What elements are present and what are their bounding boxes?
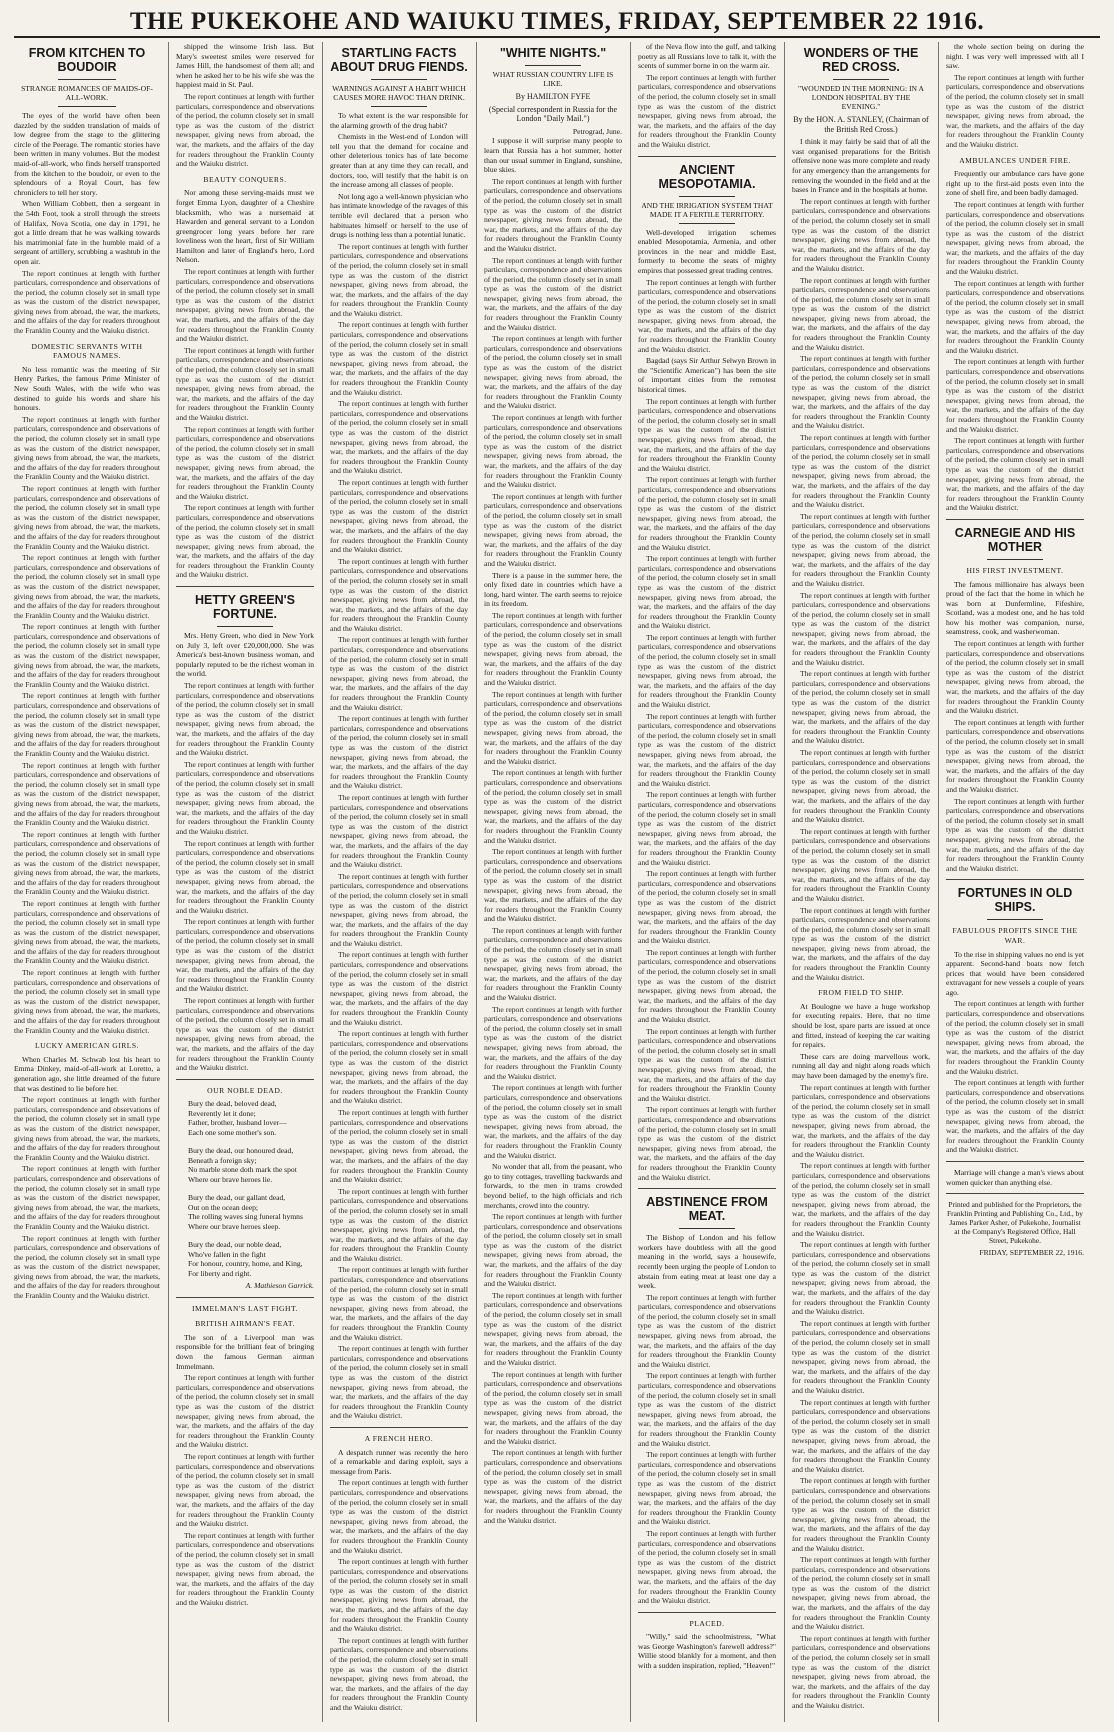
poem-our-noble-dead — [188, 1099, 314, 1278]
divider — [638, 1612, 776, 1613]
article-paragraph: Nor among these serving-maids must we forget Emma Lyon, daughter of a Cheshire blacksmith, who was a nursemaid at Hawarden and general servant to a London greengrocer long years before her rare loveliness won the heart, first of Sir William Hamilton and later of England's hero, Lord Nelson. — [176, 188, 314, 265]
article-paragraph: The report continues at length with further particulars, correspondence and observations of the period, the column closely set in small type as was the custom of the district newspaper, giving news from abroad, the war, the markets, and the affairs of the day for readers throughout the Franklin County and the Waiuku district. — [330, 399, 468, 476]
article-paragraph: The report continues at length with further particulars, correspondence and observations of the period, the column closely set in small type as was the custom of the district newspaper, giving news from abroad, the war, the markets, and the affairs of the day for readers throughout the Franklin County and the Waiuku district. — [792, 1476, 930, 1553]
article-paragraph: The report continues at length with further particulars, correspondence and observations of the period, the column closely set in small type as was the custom of the district newspaper, giving news from abroad, the war, the markets, and the affairs of the day for readers throughout the Franklin County and the Waiuku district. — [792, 196, 930, 273]
article-paragraph: The report continues at length with further particulars, correspondence and observations of the period, the column closely set in small type as was the custom of the district newspaper, giving news from abroad, the war, the markets, and the affairs of the day for readers throughout the Franklin County and the Waiuku district. — [638, 632, 776, 710]
divider — [679, 1228, 734, 1229]
article-paragraph: No wonder that all, from the peasant, who go to tiny cottages, travelling backwards and forwards, to the men in trams crowded beyond belief, to the high officials and rich merchants, crowd into the country. — [484, 1162, 622, 1210]
article-paragraph: At Boulogne we have a huge workshop for executing repairs. Here, that no time should be lost, spare parts are issued at once and fitted, instead of keeping the car waiting for repairs. — [792, 1001, 930, 1050]
article-paragraph: Not long ago a well-known physician who has intimate knowledge of the ravages of this terrible evil declared that a person who habituates himself or herself to the use of drugs is nothing less than a potential lunatic. — [330, 191, 468, 240]
divider — [176, 586, 314, 587]
article-paragraph: The report continues at length with further particulars, correspondence and observations of the period, the column closely set in small type as was the custom of the district newspaper, giving news from abroad, the war, the markets, and the affairs of the day for readers throughout the Franklin County and the Waiuku district. — [330, 241, 468, 318]
column-4 — [476, 42, 622, 1722]
article-paragraph: The report continues at length with further particulars, correspondence and observations of the period, the column closely set in small type as was the custom of the district newspaper, giving news from abroad, the war, the markets, and the affairs of the day for readers throughout the Franklin County and the Waiuku district. — [484, 334, 622, 411]
deck-strange-romances: STRANGE ROMANCES OF MAIDS-OF-ALL-WORK. — [21, 84, 153, 102]
newspaper-columns — [14, 42, 1100, 1722]
article-paragraph: The report continues at length with further particulars, correspondence and observations of the period, the column closely set in small type as was the custom of the district newspaper, giving news from abroad, the war, the markets, and the affairs of the day for readers throughout the Franklin County and the Waiuku district. — [14, 898, 160, 966]
divider — [217, 626, 272, 627]
deck-wounded-in-morning: "WOUNDED IN THE MORNING: IN A LONDON HOSPITAL BY THE EVENING." — [798, 84, 924, 111]
article-paragraph: the whole section being on during the night. I was very well impressed with all I saw. — [946, 42, 1084, 71]
article-paragraph: The report continues at length with further particulars, correspondence and observations of the period, the column closely set in small type as was the custom of the district newspaper, giving news from abroad, the war, the markets, and the affairs of the day for readers throughout the Franklin County and the Waiuku district. — [14, 414, 160, 482]
divider — [58, 79, 116, 80]
article-paragraph: The report continues at length with further particulars, correspondence and observations of the period, the column closely set in small type as was the custom of the district newspaper, giving news from abroad, the war, the markets, and the affairs of the day for readers throughout the Franklin County and the Waiuku district. — [176, 759, 314, 836]
article-paragraph: The report continues at length with further particulars, correspondence and observations of the period, the column closely set in small type as was the custom of the district newspaper, giving news from abroad, the war, the markets, and the affairs of the day for readers throughout the Franklin County and the Waiuku district. — [792, 1161, 930, 1238]
poem-line: Bury the dead, our noble dead, — [188, 1240, 282, 1250]
article-paragraph: The report continues at length with further particulars, correspondence and observations of the period, the column closely set in small type as was the custom of the district newspaper, giving news from abroad, the war, the markets, and the affairs of the day for readers throughout the Franklin County and the Waiuku district. — [484, 491, 622, 568]
article-paragraph: The report continues at length with further particulars, correspondence and observations of the period, the column closely set in small type as was the custom of the district newspaper, giving news from abroad, the war, the markets, and the affairs of the day for readers throughout the Franklin County and the Waiuku district. — [946, 72, 1084, 149]
article-paragraph: The report continues at length with further particulars, correspondence and observations of the period, the column closely set in small type as was the custom of the district newspaper, giving news from abroad, the war, the markets, and the affairs of the day for readers throughout the Franklin County and the Waiuku district. — [946, 639, 1084, 716]
headline-carnegie: CARNEGIE AND HIS MOTHER — [954, 525, 1076, 554]
article-paragraph: To what extent is the war responsible for the alarming growth of the drug habit? — [330, 111, 468, 130]
column-5 — [630, 42, 776, 1722]
article-paragraph: The report continues at length with further particulars, correspondence and observations of the period, the column closely set in small type as was the custom of the district newspaper, giving news from abroad, the war, the markets, and the affairs of the day for readers throughout the Franklin County and the Waiuku district. — [484, 255, 622, 332]
article-paragraph: The report continues at length with further particulars, correspondence and observations of the period, the column closely set in small type as was the custom of the district newspaper, giving news from abroad, the war, the markets, and the affairs of the day for readers throughout the Franklin County and the Waiuku district. — [330, 1344, 468, 1421]
divider — [330, 1427, 468, 1428]
article-paragraph: To the rise in shipping values no end is yet apparent. Second-hand boats now fetch prices that would have been considered extravagant for new vessels a couple of years ago. — [946, 949, 1084, 997]
poem-line: Bury the dead, our gallant dead, — [188, 1193, 286, 1203]
article-paragraph: The report continues at length with further particulars, correspondence and observations of the period, the column closely set in small type as was the custom of the district newspaper, giving news from abroad, the war, the markets, and the affairs of the day for readers throughout the Franklin County and the Waiuku district. — [176, 424, 314, 501]
article-paragraph: The report continues at length with further particulars, correspondence and observations of the period, the column closely set in small type as was the custom of the district newspaper, giving news from abroad, the war, the markets, and the affairs of the day for readers throughout the Franklin County and the Waiuku district. — [176, 917, 314, 994]
article-paragraph: The report continues at length with further particulars, correspondence and observations of the period, the column closely set in small type as was the custom of the district newspaper, giving news from abroad, the war, the markets, and the affairs of the day for readers throughout the Franklin County and the Waiuku district. — [330, 871, 468, 948]
headline-fortunes-old-ships: FORTUNES IN OLD SHIPS. — [957, 886, 1073, 915]
article-paragraph: The report continues at length with further particulars, correspondence and observations of the period, the column closely set in small type as was the custom of the district newspaper, giving news from abroad, the war, the markets, and the affairs of the day for readers throughout the Franklin County and the Waiuku district. — [330, 1635, 468, 1712]
article-paragraph: The report continues at length with further particulars, correspondence and observations of the period, the column closely set in small type as was the custom of the district newspaper, giving news from abroad, the war, the markets, and the affairs of the day for readers throughout the Franklin County and the Waiuku district. — [792, 826, 930, 903]
article-paragraph: The report continues at length with further particulars, correspondence and observations of the period, the column closely set in small type as was the custom of the district newspaper, giving news from abroad, the war, the markets, and the affairs of the day for readers throughout the Franklin County and the Waiuku district. — [946, 999, 1084, 1076]
article-paragraph: The report continues at length with further particulars, correspondence and observations of the period, the column closely set in small type as was the custom of the district newspaper, giving news from abroad, the war, the markets, and the affairs of the day for readers throughout the Franklin County and the Waiuku district. — [792, 354, 930, 431]
article-paragraph: The report continues at length with further particulars, correspondence and observations of the period, the column closely set in small type as was the custom of the district newspaper, giving news from abroad, the war, the markets, and the affairs of the day for readers throughout the Franklin County and the Waiuku district. — [14, 268, 160, 336]
article-paragraph: The report continues at length with further particulars, correspondence and observations of the period, the column closely set in small type as was the custom of the district newspaper, giving news from abroad, the war, the markets, and the affairs of the day for readers throughout the Franklin County and the Waiuku district. — [792, 433, 930, 510]
imprint-date: FRIDAY, SEPTEMBER 22, 1916. — [979, 1248, 1084, 1258]
article-paragraph: The report continues at length with further particulars, correspondence and observations of the period, the column closely set in small type as was the custom of the district newspaper, giving news from abroad, the war, the markets, and the affairs of the day for readers throughout the Franklin County and the Waiuku district. — [638, 475, 776, 552]
article-paragraph: Well-developed irrigation schemes enabled Mesopotamia, Armenia, and other provinces in the near and middle East, formerly to become the seats of mighty empires that possessed great trading centres. — [638, 227, 776, 275]
article-paragraph: The report continues at length with further particulars, correspondence and observations of the period, the column closely set in small type as was the custom of the district newspaper, giving news from abroad, the war, the markets, and the affairs of the day for readers throughout the Franklin County and the Waiuku district. — [946, 1078, 1084, 1155]
article-paragraph: The report continues at length with further particulars, correspondence and observations of the period, the column closely set in small type as was the custom of the district newspaper, giving news from abroad, the war, the markets, and the affairs of the day for readers throughout the Franklin County and the Waiuku district. — [484, 1083, 622, 1160]
article-paragraph: The report continues at length with further particulars, correspondence and observations of the period, the column closely set in small type as was the custom of the district newspaper, giving news from abroad, the war, the markets, and the affairs of the day for readers throughout the Franklin County and the Waiuku district. — [638, 396, 776, 473]
subheading-beauty-conquers: BEAUTY CONQUERS. — [203, 174, 287, 184]
article-paragraph: The report continues at length with further particulars, correspondence and observations of the period, the column closely set in small type as was the custom of the district newspaper, giving news from abroad, the war, the markets, and the affairs of the day for readers throughout the Franklin County and the Waiuku district. — [792, 1555, 930, 1632]
article-paragraph: The report continues at length with further particulars, correspondence and observations of the period, the column closely set in small type as was the custom of the district newspaper, giving news from abroad, the war, the markets, and the affairs of the day for readers throughout the Franklin County and the Waiuku district. — [330, 1557, 468, 1634]
article-paragraph: The report continues at length with further particulars, correspondence and observations of the period, the column closely set in small type as was the custom of the district newspaper, giving news from abroad, the war, the markets, and the affairs of the day for readers throughout the Franklin County and the Waiuku district. — [484, 1004, 622, 1081]
article-paragraph: Chemists in the West-end of London will tell you that the demand for cocaine and other deleterious tonics has of late become greater than at any time they can recall, and doctors, too, will testify that the habit is on the increase among all classes of people. — [330, 132, 468, 190]
article-paragraph: A despatch runner was recently the hero of a remarkable and daring exploit, says a message from Paris. — [330, 1447, 468, 1476]
article-paragraph: The report continues at length with further particulars, correspondence and observations of the period, the column closely set in small type as was the custom of the district newspaper, giving news from abroad, the war, the markets, and the affairs of the day for readers throughout the Franklin County and the Waiuku district. — [638, 1371, 776, 1448]
article-paragraph: The report continues at length with further particulars, correspondence and observations of the period, the column closely set in small type as was the custom of the district newspaper, giving news from abroad, the war, the markets, and the affairs of the day for readers throughout the Franklin County and the Waiuku district. — [484, 768, 622, 845]
article-paragraph: The report continues at length with further particulars, correspondence and observations of the period, the column closely set in small type as was the custom of the district newspaper, giving news from abroad, the war, the markets, and the affairs of the day for readers throughout the Franklin County and the Waiuku district. — [638, 1528, 776, 1606]
article-paragraph: The report continues at length with further particulars, correspondence and observations of the period, the column closely set in small type as was the custom of the district newspaper, giving news from abroad, the war, the markets, and the affairs of the day for readers throughout the Franklin County and the Waiuku district. — [484, 689, 622, 766]
article-paragraph: The report continues at length with further particulars, correspondence and observations of the period, the column closely set in small type as was the custom of the district newspaper, giving news from abroad, the war, the markets, and the affairs of the day for readers throughout the Franklin County and the Waiuku district. — [176, 681, 314, 758]
article-paragraph: The son of a Liverpool man was responsible for the brilliant feat of bringing down the famous German airman Immelmann. — [176, 1332, 314, 1371]
article-paragraph: The report continues at length with further particulars, correspondence and observations of the period, the column closely set in small type as was the custom of the district newspaper, giving news from abroad, the war, the markets, and the affairs of the day for readers throughout the Franklin County and the Waiuku district. — [14, 1233, 160, 1301]
article-paragraph: There is a pause in the summer here, the only fixed date in countries which have a long, hard winter. The earth seems to rejoice in its freedom. — [484, 570, 622, 609]
article-paragraph: The report continues at length with further particulars, correspondence and observations of the period, the column closely set in small type as was the custom of the district newspaper, giving news from abroad, the war, the markets, and the affairs of the day for readers throughout the Franklin County and the Waiuku district. — [176, 838, 314, 915]
article-paragraph: These cars are doing marvellous work, running all day and night along roads which may have been damaged by the enemy's fire. — [792, 1051, 930, 1080]
correspondent-note: (Special correspondent in Russia for the London "Daily Mail.") — [488, 104, 618, 124]
article-paragraph: The report continues at length with further particulars, correspondence and observations of the period, the column closely set in small type as was the custom of the district newspaper, giving news from abroad, the war, the markets, and the affairs of the day for readers throughout the Franklin County and the Waiuku district. — [484, 413, 622, 490]
divider — [638, 1188, 776, 1189]
poem-author: A. Mathieson Garrick. — [245, 1281, 314, 1291]
masthead: THE PUKEKOHE AND WAIUKU TIMES, FRIDAY, SEPTEMBER 22 1916. — [14, 6, 1100, 38]
article-paragraph: The report continues at length with further particulars, correspondence and observations of the period, the column closely set in small type as was the custom of the district newspaper, giving news from abroad, the war, the markets, and the affairs of the day for readers throughout the Franklin County and the Waiuku district. — [176, 1373, 314, 1450]
divider — [176, 1297, 314, 1298]
byline: By HAMILTON FYFE — [515, 92, 591, 101]
deck-irrigation-system: AND THE IRRIGATION SYSTEM THAT MADE IT A FERTILE TERRITORY. — [641, 200, 773, 219]
article-paragraph: The report continues at length with further particulars, correspondence and observations of the period, the column closely set in small type as was the custom of the district newspaper, giving news from abroad, the war, the markets, and the affairs of the day for readers throughout the Franklin County and the Waiuku district. — [792, 590, 930, 667]
divider — [946, 1161, 1084, 1162]
article-paragraph: The report continues at length with further particulars, correspondence and observations of the period, the column closely set in small type as was the custom of the district newspaper, giving news from abroad, the war, the markets, and the affairs of the day for readers throughout the Franklin County and the Waiuku district. — [638, 72, 776, 149]
headline-white-nights: "WHITE NIGHTS." — [499, 46, 607, 60]
subheading-lucky-american-girls: LUCKY AMERICAN GIRLS. — [34, 1041, 140, 1051]
divider — [371, 79, 426, 80]
divider — [638, 156, 776, 157]
article-paragraph: The report continues at length with further particulars, correspondence and observations of the period, the column closely set in small type as was the custom of the district newspaper, giving news from abroad, the war, the markets, and the affairs of the day for readers throughout the Franklin County and the Waiuku district. — [330, 635, 468, 712]
article-paragraph: The report continues at length with further particulars, correspondence and observations of the period, the column closely set in small type as was the custom of the district newspaper, giving news from abroad, the war, the markets, and the affairs of the day for readers throughout the Franklin County and the Waiuku district. — [484, 1369, 622, 1446]
headline-ancient-mesopotamia: ANCIENT MESOPOTAMIA. — [658, 162, 756, 191]
article-paragraph: The report continues at length with further particulars, correspondence and observations of the period, the column closely set in small type as was the custom of the district newspaper, giving news from abroad, the war, the markets, and the affairs of the day for readers throughout the Franklin County and the Waiuku district. — [330, 1186, 468, 1263]
article-paragraph: The report continues at length with further particulars, correspondence and observations of the period, the column closely set in small type as was the custom of the district newspaper, giving news from abroad, the war, the markets, and the affairs of the day for readers throughout the Franklin County and the Waiuku district. — [330, 1478, 468, 1555]
article-paragraph: The report continues at length with further particulars, correspondence and observations of the period, the column closely set in small type as was the custom of the district newspaper, giving news from abroad, the war, the markets, and the affairs of the day for readers throughout the Franklin County and the Waiuku district. — [14, 622, 160, 689]
deck-russian-country-life: WHAT RUSSIAN COUNTRY LIFE IS LIKE. — [492, 70, 614, 88]
article-paragraph: The report continues at length with further particulars, correspondence and observations of the period, the column closely set in small type as was the custom of the district newspaper, giving news from abroad, the war, the markets, and the affairs of the day for readers throughout the Franklin County and the Waiuku district. — [176, 91, 314, 169]
article-paragraph: The report continues at length with further particulars, correspondence and observations of the period, the column closely set in small type as was the custom of the district newspaper, giving news from abroad, the war, the markets, and the affairs of the day for readers throughout the Franklin County and the Waiuku district. — [792, 1633, 930, 1710]
headline-kitchen-to-boudoir: FROM KITCHEN TO BOUDOIR — [28, 46, 146, 74]
column-2 — [168, 42, 314, 1722]
article-paragraph: The report continues at length with further particulars, correspondence and observations of the period, the column closely set in small type as was the custom of the district newspaper, giving news from abroad, the war, the markets, and the affairs of the day for readers throughout the Franklin County and the Waiuku district. — [330, 1107, 468, 1185]
article-paragraph: The report continues at length with further particulars, correspondence and observations of the period, the column closely set in small type as was the custom of the district newspaper, giving news from abroad, the war, the markets, and the affairs of the day for readers throughout the Franklin County and the Waiuku district. — [638, 1292, 776, 1369]
subheading-placed: PLACED. — [689, 1618, 725, 1628]
article-paragraph: The report continues at length with further particulars, correspondence and observations of the period, the column closely set in small type as was the custom of the district newspaper, giving news from abroad, the war, the markets, and the affairs of the day for readers throughout the Franklin County and the Waiuku district. — [484, 1212, 622, 1289]
article-paragraph: The report continues at length with further particulars, correspondence and observations of the period, the column closely set in small type as was the custom of the district newspaper, giving news from abroad, the war, the markets, and the affairs of the day for readers throughout the Franklin County and the Waiuku district. — [638, 554, 776, 631]
subheading-field-to-ship: FROM FIELD TO SHIP. — [818, 988, 904, 998]
article-paragraph: The report continues at length with further particulars, correspondence and observations of the period, the column closely set in small type as was the custom of the district newspaper, giving news from abroad, the war, the markets, and the affairs of the day for readers throughout the Franklin County and the Waiuku district. — [792, 1397, 930, 1474]
article-paragraph: The report continues at length with further particulars, correspondence and observations of the period, the column closely set in small type as was the custom of the district newspaper, giving news from abroad, the war, the markets, and the affairs of the day for readers throughout the Franklin County and the Waiuku district. — [14, 760, 160, 828]
poem-line: Who've fallen in the fight — [188, 1249, 266, 1259]
printer-imprint: Printed and published for the Proprietors, the Franklin Printing and Publishing Co., Ltd., by James Parker Asher, of Pukekohe, Journalist at the Company's Registered Office, Hall Street, Pukekohe. — [947, 1200, 1083, 1246]
subheading-ambulances-under-fire: AMBULANCES UNDER FIRE. — [959, 155, 1071, 165]
poem-line: Bury the dead, our honoured dead, — [188, 1146, 294, 1156]
poem-line: Bury the dead, beloved dead, — [188, 1099, 277, 1109]
deck-warnings: WARNINGS AGAINST A HABIT WHICH CAUSES MORE HAVOC THAN DRINK. — [332, 84, 466, 102]
article-paragraph: No less romantic was the meeting of Sir Henry Parkes, the famous Prime Minister of New South Wales, with the wife who was destined to guide his words and share his honours. — [14, 364, 160, 413]
article-paragraph: The Bishop of London and his fellow workers have doubtless with all the good meaning in the world, says a housewife, recently been urging the people of London to abstain from eating meat at least one day a week. — [638, 1233, 776, 1291]
poem-line: Reverently let it done; — [188, 1108, 256, 1118]
article-paragraph: The report continues at length with further particulars, correspondence and observations of the period, the column closely set in small type as was the custom of the district newspaper, giving news from abroad, the war, the markets, and the affairs of the day for readers throughout the Franklin County and the Waiuku district. — [484, 847, 622, 924]
article-paragraph: The report continues at length with further particulars, correspondence and observations of the period, the column closely set in small type as was the custom of the district newspaper, giving news from abroad, the war, the markets, and the affairs of the day for readers throughout the Franklin County and the Waiuku district. — [330, 477, 468, 555]
article-paragraph: The eyes of the world have often been dazzled by the sudden translation of maids of low degree from the stage to the glittering circle of the Peerage. The romantic stories have been written in many volumes. But the modest maid-of-all-work, who finds herself transported from the kitchen to the boudoir, or even to the splendours of a Royal Court, has few chroniclers to tell her story. — [14, 111, 160, 197]
article-paragraph: The report continues at length with further particulars, correspondence and observations of the period, the column closely set in small type as was the custom of the district newspaper, giving news from abroad, the war, the markets, and the affairs of the day for readers throughout the Franklin County and the Waiuku district. — [638, 1450, 776, 1527]
poem-line — [188, 1137, 314, 1146]
article-paragraph: The report continues at length with further particulars, correspondence and observations of the period, the column closely set in small type as was the custom of the district newspaper, giving news from abroad, the war, the markets, and the affairs of the day for readers throughout the Franklin County and the Waiuku district. — [792, 669, 930, 746]
article-paragraph: The report continues at length with further particulars, correspondence and observations of the period, the column closely set in small type as was the custom of the district newspaper, giving news from abroad, the war, the markets, and the affairs of the day for readers throughout the Franklin County and the Waiuku district. — [484, 1290, 622, 1367]
article-paragraph: The report continues at length with further particulars, correspondence and observations of the period, the column closely set in small type as was the custom of the district newspaper, giving news from abroad, the war, the markets, and the affairs of the day for readers throughout the Franklin County and the Waiuku district. — [330, 950, 468, 1027]
subheading-domestic-servants: DOMESTIC SERVANTS WITH FAMOUS NAMES. — [31, 341, 143, 361]
headline-abstinence-from-meat: ABSTINENCE FROM MEAT. — [646, 1195, 768, 1224]
divider — [833, 79, 888, 80]
article-paragraph: The report continues at length with further particulars, correspondence and observations of the period, the column closely set in small type as was the custom of the district newspaper, giving news from abroad, the war, the markets, and the affairs of the day for readers throughout the Franklin County and the Waiuku district. — [14, 1164, 160, 1231]
poem-line: The rolling waves sing funeral hymns — [188, 1212, 303, 1222]
dateline: Petrograd, June. — [572, 126, 622, 136]
article-paragraph: The report continues at length with further particulars, correspondence and observations of the period, the column closely set in small type as was the custom of the district newspaper, giving news from abroad, the war, the markets, and the affairs of the day for readers throughout the Franklin County and the Waiuku district. — [330, 792, 468, 870]
article-paragraph: The report continues at length with further particulars, correspondence and observations of the period, the column closely set in small type as was the custom of the district newspaper, giving news from abroad, the war, the markets, and the affairs of the day for readers throughout the Franklin County and the Waiuku district. — [330, 714, 468, 791]
article-paragraph: Marriage will change a man's views about women quicker than anything else. — [946, 1167, 1084, 1187]
article-paragraph: The report continues at length with further particulars, correspondence and observations of the period, the column closely set in small type as was the custom of the district newspaper, giving news from abroad, the war, the markets, and the affairs of the day for readers throughout the Franklin County and the Waiuku district. — [14, 483, 160, 551]
article-paragraph: The report continues at length with further particulars, correspondence and observations of the period, the column closely set in small type as was the custom of the district newspaper, giving news from abroad, the war, the markets, and the affairs of the day for readers throughout the Franklin County and the Waiuku district. — [638, 947, 776, 1025]
subheading-british-airman: BRITISH AIRMAN'S FEAT. — [195, 1319, 295, 1329]
article-paragraph: I suppose it will surprise many people to learn that Russia has a hot summer, hotter than our usual summer in England, sunshine, blue skies. — [484, 136, 622, 175]
article-paragraph: The report continues at length with further particulars, correspondence and observations of the period, the column closely set in small type as was the custom of the district newspaper, giving news from abroad, the war, the markets, and the affairs of the day for readers throughout the Franklin County and the Waiuku district. — [638, 790, 776, 867]
poem-line: Out on the ocean deep; — [188, 1202, 259, 1212]
article-paragraph: The report continues at length with further particulars, correspondence and observations of the period, the column closely set in small type as was the custom of the district newspaper, giving news from abroad, the war, the markets, and the affairs of the day for readers throughout the Franklin County and the Waiuku district. — [176, 267, 314, 344]
article-paragraph: The report continues at length with further particulars, correspondence and observations of the period, the column closely set in small type as was the custom of the district newspaper, giving news from abroad, the war, the markets, and the affairs of the day for readers throughout the Franklin County and the Waiuku district. — [176, 503, 314, 580]
subheading-first-investment: HIS FIRST INVESTMENT. — [966, 565, 1064, 575]
article-paragraph: The report continues at length with further particulars, correspondence and observations of the period, the column closely set in small type as was the custom of the district newspaper, giving news from abroad, the war, the markets, and the affairs of the day for readers throughout the Franklin County and the Waiuku district. — [792, 511, 930, 588]
headline-drug-fiends: STARTLING FACTS ABOUT DRUG FIENDS. — [330, 46, 468, 74]
article-paragraph: The report continues at length with further particulars, correspondence and observations of the period, the column closely set in small type as was the custom of the district newspaper, giving news from abroad, the war, the markets, and the affairs of the day for readers throughout the Franklin County and the Waiuku district. — [484, 925, 622, 1003]
article-paragraph: The report continues at length with further particulars, correspondence and observations of the period, the column closely set in small type as was the custom of the district newspaper, giving news from abroad, the war, the markets, and the affairs of the day for readers throughout the Franklin County and the Waiuku district. — [330, 320, 468, 397]
subheading-french-hero: A FRENCH HERO. — [364, 1433, 434, 1443]
article-paragraph: The report continues at length with further particulars, correspondence and observations of the period, the column closely set in small type as was the custom of the district newspaper, giving news from abroad, the war, the markets, and the affairs of the day for readers throughout the Franklin County and the Waiuku district. — [14, 553, 160, 620]
article-paragraph: The report continues at length with further particulars, correspondence and observations of the period, the column closely set in small type as was the custom of the district newspaper, giving news from abroad, the war, the markets, and the affairs of the day for readers throughout the Franklin County and the Waiuku district. — [484, 610, 622, 688]
article-paragraph: The report continues at length with further particulars, correspondence and observations of the period, the column closely set in small type as was the custom of the district newspaper, giving news from abroad, the war, the markets, and the affairs of the day for readers throughout the Franklin County and the Waiuku district. — [176, 996, 314, 1073]
article-paragraph: The report continues at length with further particulars, correspondence and observations of the period, the column closely set in small type as was the custom of the district newspaper, giving news from abroad, the war, the markets, and the affairs of the day for readers throughout the Franklin County and the Waiuku district. — [946, 717, 1084, 794]
divider — [679, 196, 734, 197]
subheading-immelman: IMMELMAN'S LAST FIGHT. — [192, 1303, 298, 1313]
article-paragraph: The report continues at length with further particulars, correspondence and observations of the period, the column closely set in small type as was the custom of the district newspaper, giving news from abroad, the war, the markets, and the affairs of the day for readers throughout the Franklin County and the Waiuku district. — [792, 275, 930, 352]
poem-line: No marble stone doth mark the spot — [188, 1165, 297, 1175]
article-paragraph: The report continues at length with further particulars, correspondence and observations of the period, the column closely set in small type as was the custom of the district newspaper, giving news from abroad, the war, the markets, and the affairs of the day for readers throughout the Franklin County and the Waiuku district. — [946, 436, 1084, 513]
column-3 — [322, 42, 468, 1722]
divider — [987, 559, 1042, 560]
article-paragraph: The report continues at length with further particulars, correspondence and observations of the period, the column closely set in small type as was the custom of the district newspaper, giving news from abroad, the war, the markets, and the affairs of the day for readers throughout the Franklin County and the Waiuku district. — [330, 556, 468, 633]
poem-line: Beneath a foreign sky; — [188, 1155, 257, 1165]
poem-line: Where our brave heroes lie. — [188, 1174, 273, 1184]
article-paragraph: The report continues at length with further particulars, correspondence and observations of the period, the column closely set in small type as was the custom of the district newspaper, giving news from abroad, the war, the markets, and the affairs of the day for readers throughout the Franklin County and the Waiuku district. — [14, 1095, 160, 1162]
article-paragraph: The report continues at length with further particulars, correspondence and observations of the period, the column closely set in small type as was the custom of the district newspaper, giving news from abroad, the war, the markets, and the affairs of the day for readers throughout the Franklin County and the Waiuku district. — [14, 968, 160, 1035]
column-7 — [938, 42, 1084, 1722]
article-paragraph: shipped the winsome Irish lass. But Mary's sweetest smiles were reserved for James Hill, the handsomest of them all; and when he asked her to be his wife she was the happiest maid in St. Paul. — [176, 42, 314, 90]
subheading-fabulous-profits: FABULOUS PROFITS SINCE THE WAR. — [952, 926, 1078, 945]
article-paragraph: The famous millionaire has always been proud of the fact that the home in which he was born at Dunfermline, Fifeshire, Scotland, was a modest one, and he has told how his mother was companion, nurse, seamstress, cook, and washerwoman. — [946, 579, 1084, 637]
article-paragraph: The report continues at length with further particulars, correspondence and observations of the period, the column closely set in small type as was the custom of the district newspaper, giving news from abroad, the war, the markets, and the affairs of the day for readers throughout the Franklin County and the Waiuku district. — [638, 711, 776, 788]
article-paragraph: The report continues at length with further particulars, correspondence and observations of the period, the column closely set in small type as was the custom of the district newspaper, giving news from abroad, the war, the markets, and the affairs of the day for readers throughout the Franklin County and the Waiuku district. — [792, 1318, 930, 1395]
divider — [525, 65, 580, 66]
poem-line — [188, 1231, 314, 1240]
article-paragraph: The report continues at length with further particulars, correspondence and observations of the period, the column closely set in small type as was the custom of the district newspaper, giving news from abroad, the war, the markets, and the affairs of the day for readers throughout the Franklin County and the Waiuku district. — [946, 357, 1084, 434]
article-paragraph: The report continues at length with further particulars, correspondence and observations of the period, the column closely set in small type as was the custom of the district newspaper, giving news from abroad, the war, the markets, and the affairs of the day for readers throughout the Franklin County and the Waiuku district. — [638, 1026, 776, 1103]
article-paragraph: The report continues at length with further particulars, correspondence and observations of the period, the column closely set in small type as was the custom of the district newspaper, giving news from abroad, the war, the markets, and the affairs of the day for readers throughout the Franklin County and the Waiuku district. — [638, 277, 776, 354]
article-paragraph: "Willy," said the schoolmistress, "What was George Washington's farewell address?" Willie stood blankly for a moment, and then with a sudden inspiration, replied, "Heaven!" — [638, 1632, 776, 1671]
headline-hetty-green: HETTY GREEN'S FORTUNE. — [195, 593, 295, 622]
poem-line — [188, 1184, 314, 1193]
divider — [58, 106, 116, 107]
article-paragraph: The report continues at length with further particulars, correspondence and observations of the period, the column closely set in small type as was the custom of the district newspaper, giving news from abroad, the war, the markets, and the affairs of the day for readers throughout the Franklin County and the Waiuku district. — [14, 829, 160, 897]
divider — [679, 223, 734, 224]
article-paragraph: The report continues at length with further particulars, correspondence and observations of the period, the column closely set in small type as was the custom of the district newspaper, giving news from abroad, the war, the markets, and the affairs of the day for readers throughout the Franklin County and the Waiuku district. — [176, 1530, 314, 1607]
article-paragraph: I think it may fairly be said that of all the vast organised preparations for the British offensive none was more complete and ready for any emergency than the arrangements for removing the wounded in the field and at the bases in France and in the hospitals at home. — [792, 137, 930, 195]
article-paragraph: The report continues at length with further particulars, correspondence and observations of the period, the column closely set in small type as was the custom of the district newspaper, giving news from abroad, the war, the markets, and the affairs of the day for readers throughout the Franklin County and the Waiuku district. — [14, 691, 160, 758]
headline-wonders-red-cross: WONDERS OF THE RED CROSS. — [803, 46, 919, 74]
article-paragraph: The report continues at length with further particulars, correspondence and observations of the period, the column closely set in small type as was the custom of the district newspaper, giving news from abroad, the war, the markets, and the affairs of the day for readers throughout the Franklin County and the Waiuku district. — [330, 1029, 468, 1106]
poem-line: For honour, country, home, and King, — [188, 1259, 303, 1269]
article-paragraph: The report continues at length with further particulars, correspondence and observations of the period, the column closely set in small type as was the custom of the district newspaper, giving news from abroad, the war, the markets, and the affairs of the day for readers throughout the Franklin County and the Waiuku district. — [792, 748, 930, 825]
divider — [371, 106, 426, 107]
article-paragraph: The report continues at length with further particulars, correspondence and observations of the period, the column closely set in small type as was the custom of the district newspaper, giving news from abroad, the war, the markets, and the affairs of the day for readers throughout the Franklin County and the Waiuku district. — [946, 278, 1084, 355]
poem-line: Each one some mother's son. — [188, 1127, 277, 1137]
article-paragraph: The report continues at length with further particulars, correspondence and observations of the period, the column closely set in small type as was the custom of the district newspaper, giving news from abroad, the war, the markets, and the affairs of the day for readers throughout the Franklin County and the Waiuku district. — [638, 869, 776, 946]
article-paragraph: When William Cobbett, then a sergeant in the 54th Foot, took a stroll through the streets of Halifax, Nova Scotia, one day in 1791, he got a little dream that he was walking towards his matrimonial fate in the humble maid of a sergeant of artillery, scrubbing a washtub in the open air. — [14, 199, 160, 266]
article-paragraph: The report continues at length with further particulars, correspondence and observations of the period, the column closely set in small type as was the custom of the district newspaper, giving news from abroad, the war, the markets, and the affairs of the day for readers throughout the Franklin County and the Waiuku district. — [792, 1082, 930, 1159]
article-paragraph: The report continues at length with further particulars, correspondence and observations of the period, the column closely set in small type as was the custom of the district newspaper, giving news from abroad, the war, the markets, and the affairs of the day for readers throughout the Franklin County and the Waiuku district. — [330, 1265, 468, 1342]
article-paragraph: When Charles M. Schwab lost his heart to Emma Dinkey, maid-of-all-work at Loretto, a generation ago, she little dreamed of the future that was destined to lie before her. — [14, 1054, 160, 1093]
divider — [946, 519, 1084, 520]
article-paragraph: of the Neva flow into the gulf, and talking poetry as all Russians love to talk it, with the scents of summer borne in on the warm air. — [638, 42, 776, 71]
article-paragraph: Bagdad (says Sir Arthur Selwyn Brown in the "Scientific American") has been the site of important cities from the remotest historical times. — [638, 356, 776, 395]
column-6 — [784, 42, 930, 1722]
article-paragraph: Frequently our ambulance cars have gone right up to the first-aid posts even into the zone of shell fire, and been badly damaged. — [946, 169, 1084, 198]
article-paragraph: The report continues at length with further particulars, correspondence and observations of the period, the column closely set in small type as was the custom of the district newspaper, giving news from abroad, the war, the markets, and the affairs of the day for readers throughout the Franklin County and the Waiuku district. — [176, 1452, 314, 1529]
article-paragraph: The report continues at length with further particulars, correspondence and observations of the period, the column closely set in small type as was the custom of the district newspaper, giving news from abroad, the war, the markets, and the affairs of the day for readers throughout the Franklin County and the Waiuku district. — [176, 345, 314, 422]
subheading-our-noble-dead: OUR NOBLE DEAD. — [207, 1085, 283, 1095]
article-paragraph: The report continues at length with further particulars, correspondence and observations of the period, the column closely set in small type as was the custom of the district newspaper, giving news from abroad, the war, the markets, and the affairs of the day for readers throughout the Franklin County and the Waiuku district. — [946, 796, 1084, 873]
article-paragraph: The report continues at length with further particulars, correspondence and observations of the period, the column closely set in small type as was the custom of the district newspaper, giving news from abroad, the war, the markets, and the affairs of the day for readers throughout the Franklin County and the Waiuku district. — [484, 1448, 622, 1525]
divider — [946, 1193, 1084, 1194]
byline: By the HON. A. STANLEY, (Chairman of the British Red Cross.) — [793, 115, 929, 134]
divider — [176, 1079, 314, 1080]
article-paragraph: The report continues at length with further particulars, correspondence and observations of the period, the column closely set in small type as was the custom of the district newspaper, giving news from abroad, the war, the markets, and the affairs of the day for readers throughout the Franklin County and the Waiuku district. — [638, 1105, 776, 1182]
divider — [987, 919, 1042, 920]
poem-line: Father, brother, husband lover— — [188, 1118, 287, 1128]
article-paragraph: The report continues at length with further particulars, correspondence and observations of the period, the column closely set in small type as was the custom of the district newspaper, giving news from abroad, the war, the markets, and the affairs of the day for readers throughout the Franklin County and the Waiuku district. — [792, 1240, 930, 1317]
column-1 — [14, 42, 160, 1722]
article-paragraph: The report continues at length with further particulars, correspondence and observations of the period, the column closely set in small type as was the custom of the district newspaper, giving news from abroad, the war, the markets, and the affairs of the day for readers throughout the Franklin County and the Waiuku district. — [946, 199, 1084, 277]
article-paragraph: The report continues at length with further particulars, correspondence and observations of the period, the column closely set in small type as was the custom of the district newspaper, giving news from abroad, the war, the markets, and the affairs of the day for readers throughout the Franklin County and the Waiuku district. — [484, 176, 622, 253]
article-paragraph: The report continues at length with further particulars, correspondence and observations of the period, the column closely set in small type as was the custom of the district newspaper, giving news from abroad, the war, the markets, and the affairs of the day for readers throughout the Franklin County and the Waiuku district. — [792, 905, 930, 982]
poem-line: Where our brave heroes sleep. — [188, 1221, 281, 1231]
article-paragraph: Mrs. Hetty Green, who died in New York on July 3, left over £20,000,000. She was America's best-known business woman, and popularly reputed to be the richest woman in the world. — [176, 631, 314, 679]
divider — [946, 879, 1084, 880]
poem-line: For liberty and right. — [188, 1268, 252, 1278]
